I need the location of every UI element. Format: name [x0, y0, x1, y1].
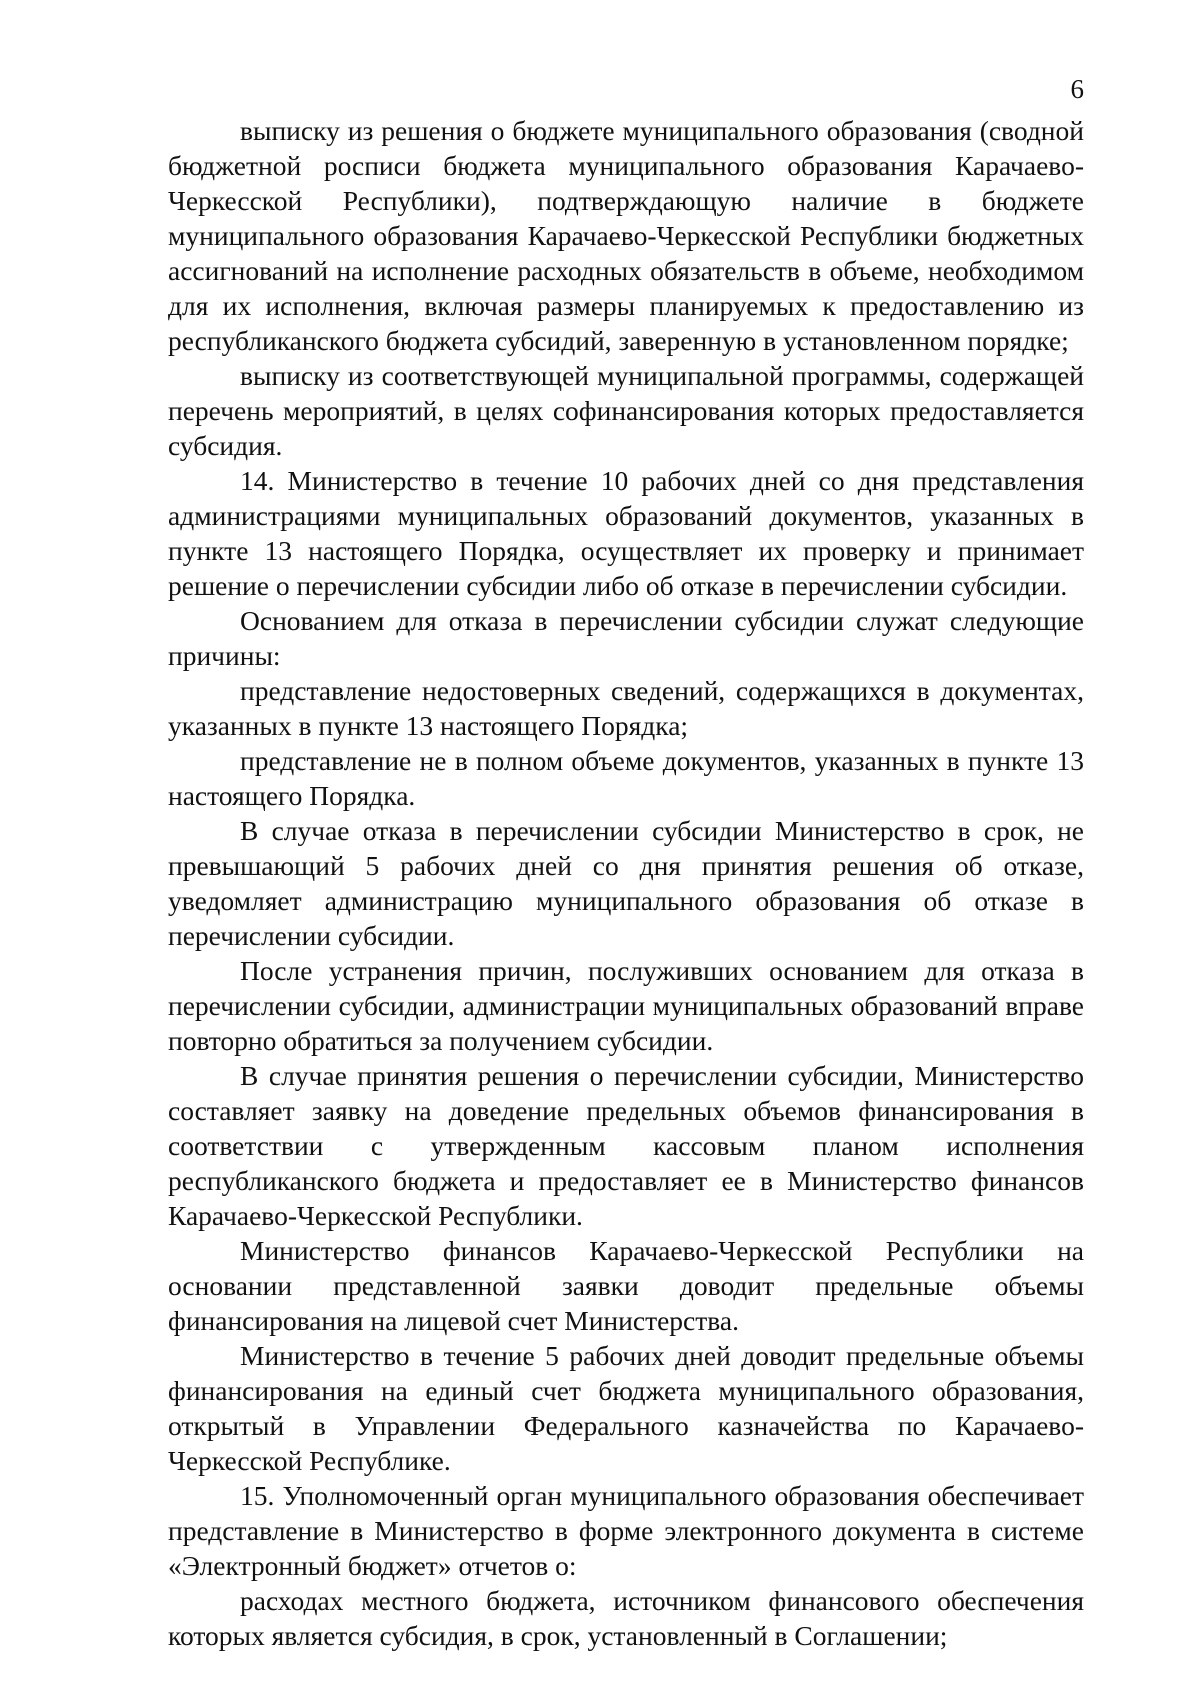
- paragraph-incomplete-documents: представление не в полном объеме документов, указанных в пункте 13 настоящего Порядка.: [168, 745, 1084, 811]
- paragraph-refusal-notice: В случае отказа в перечислении субсидии Министерство в срок, не превышающий 5 рабочих дней со дня принятия решения об отказе, уведомляет администрацию муниципального образования об отказе в перечислении субсидии.: [168, 815, 1084, 951]
- paragraph-finance-ministry: Министерство финансов Карачаево-Черкесской Республики на основании представленной заявки доводит предельные объемы финансирования на лицевой счет Министерства.: [168, 1235, 1084, 1336]
- paragraph-reapplication: После устранения причин, послуживших основанием для отказа в перечислении субсидии, администрации муниципальных образований вправе повторно обратиться за получением субсидии.: [168, 955, 1084, 1056]
- paragraph-item-15: 15. Уполномоченный орган муниципального образования обеспечивает представление в Министерство в форме электронного документа в системе «Электронный бюджет» отчетов о:: [168, 1480, 1084, 1581]
- paragraph-single-account: Министерство в течение 5 рабочих дней доводит предельные объемы финансирования на единый счет бюджета муниципального образования, открытый в Управлении Федерального казначейства по Карачаево-Черкесской Республике.: [168, 1340, 1084, 1476]
- paragraph-program-extract: выписку из соответствующей муниципальной программы, содержащей перечень мероприятий, в целях софинансирования которых предоставляется субсидия.: [168, 360, 1084, 461]
- page-number: 6: [1070, 74, 1084, 104]
- paragraph-budget-extract: выписку из решения о бюджете муниципального образования (сводной бюджетной росписи бюджета муниципального образования Карачаево-Черкесской Республики), подтверждающую наличие в бюджете муниципального образования Карачаево-Черкесской Республики бюджетных ассигнований на исполнение расходных обязательств в объеме, необходимом для их исполнения, включая размеры планируемых к предоставлению из республиканского бюджета субсидий, заверенную в установленном порядке;: [168, 115, 1084, 356]
- document-body: [168, 113, 1084, 1653]
- paragraph-item-14: 14. Министерство в течение 10 рабочих дней со дня представления администрациями муниципальных образований документов, указанных в пункте 13 настоящего Порядка, осуществляет их проверку и принимает решение о перечислении субсидии либо об отказе в перечислении субсидии.: [168, 465, 1084, 601]
- paragraph-refusal-grounds: Основанием для отказа в перечислении субсидии служат следующие причины:: [168, 605, 1084, 671]
- paragraph-local-expenses-report: расходах местного бюджета, источником финансового обеспечения которых является субсидия, в срок, установленный в Соглашении;: [168, 1585, 1084, 1651]
- paragraph-funding-request: В случае принятия решения о перечислении субсидии, Министерство составляет заявку на доведение предельных объемов финансирования в соответствии с утвержденным кассовым планом исполнения республиканского бюджета и предоставляет ее в Министерство финансов Карачаево-Черкесской Республики.: [168, 1060, 1084, 1231]
- paragraph-unreliable-info: представление недостоверных сведений, содержащихся в документах, указанных в пункте 13 настоящего Порядка;: [168, 675, 1084, 741]
